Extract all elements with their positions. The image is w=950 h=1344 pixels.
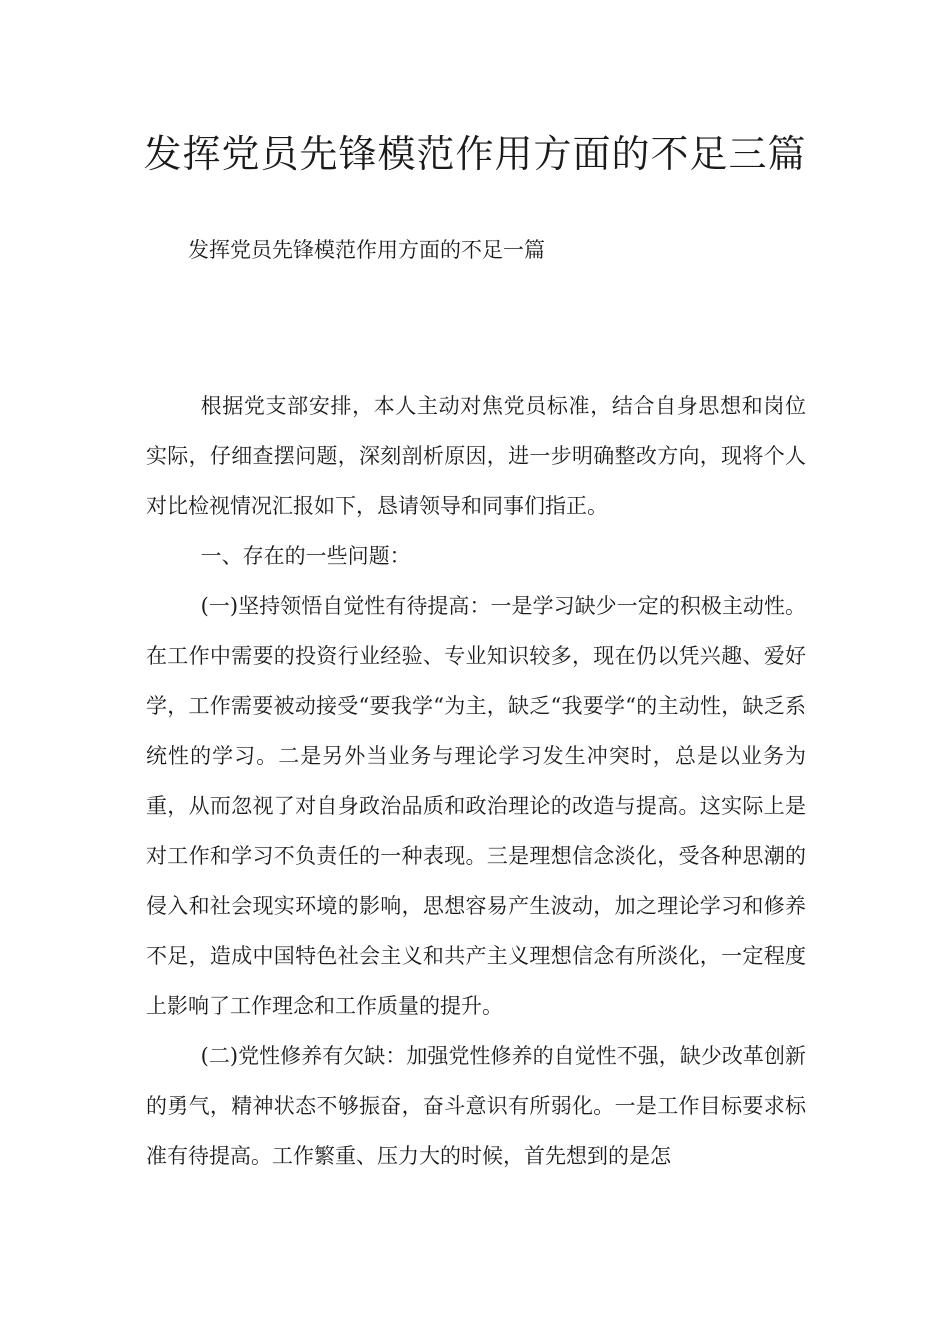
section-heading-problems: 一、存在的一些问题：: [200, 544, 411, 568]
document-body: [146, 381, 806, 1181]
document-subtitle: 发挥党员先锋模范作用方面的不足一篇: [188, 238, 545, 262]
document-title: 发挥党员先锋模范作用方面的不足三篇: [143, 132, 807, 176]
paragraph-item-1: (一)坚持领悟自觉性有待提高：一是学习缺少一定的积极主动性。在工作中需要的投资行业经验、专业知识较多，现在仍以凭兴趣、爱好学，工作需要被动接受“要我学“为主，缺乏“我要学“的主动性，缺乏系统性的学习。二是另外当业务与理论学习发生冲突时，总是以业务为重，从而忽视了对自身政治品质和政治理论的改造与提高。这实际上是对工作和学习不负责任的一种表现。三是理想信念淡化，受各种思潮的侵入和社会现实环境的影响，思想容易产生波动，加之理论学习和修养不足，造成中国特色社会主义和共产主义理想信念有所淡化，一定程度上影响了工作理念和工作质量的提升。: [146, 594, 806, 1018]
paragraph-intro: 根据党支部安排，本人主动对焦党员标准，结合自身思想和岗位实际，仔细查摆问题，深刻剖析原因，进一步明确整改方向，现将个人对比检视情况汇报如下，恳请领导和同事们指正。: [146, 394, 806, 518]
paragraph-item-2: (二)党性修养有欠缺：加强党性修养的自觉性不强，缺少改革创新的勇气，精神状态不够振奋，奋斗意识有所弱化。一是工作目标要求标准有待提高。工作繁重、压力大的时候，首先想到的是怎: [146, 1044, 806, 1168]
